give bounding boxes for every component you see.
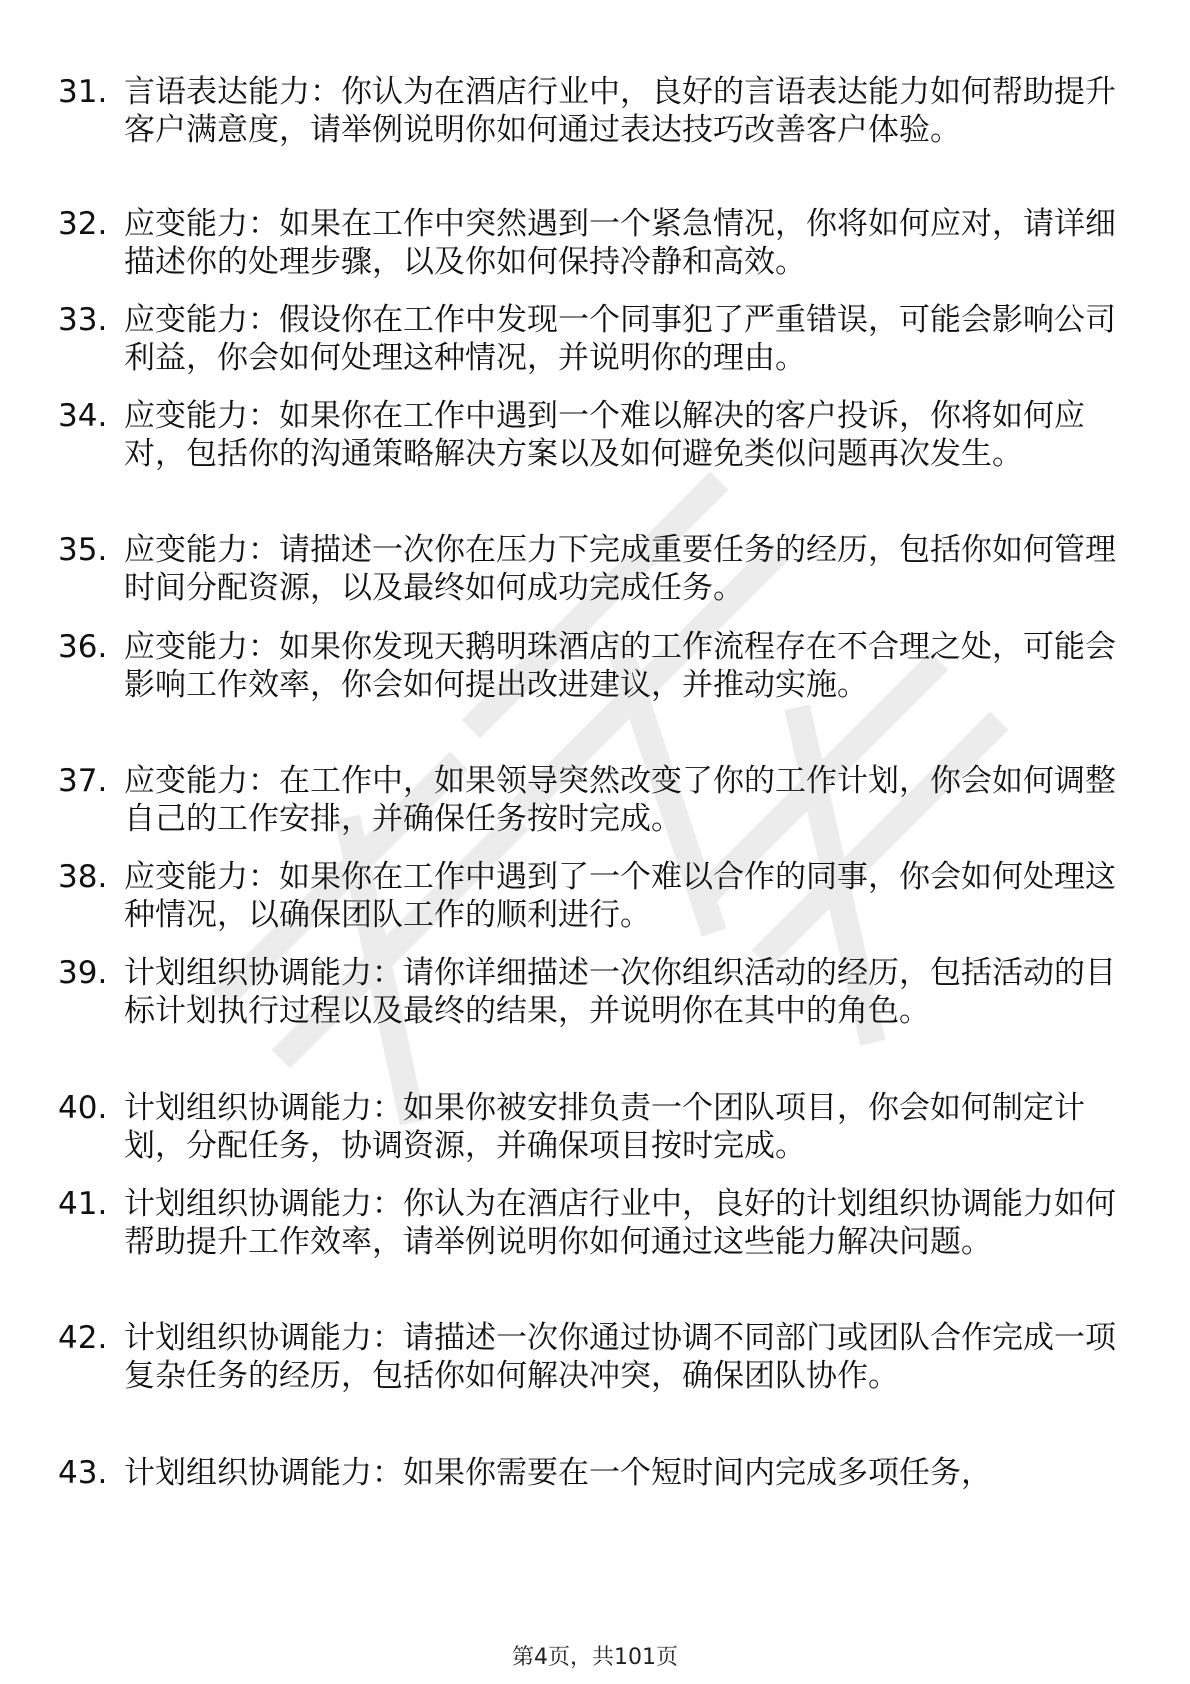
question-item-34 — [58, 397, 1118, 473]
question-number: 33. — [58, 302, 108, 338]
question-item-35 — [58, 531, 1118, 607]
question-item-37 — [58, 762, 1118, 838]
question-number: 41. — [58, 1186, 108, 1222]
question-item-43 — [58, 1454, 1118, 1492]
question-number: 42. — [58, 1320, 108, 1356]
question-item-38 — [58, 858, 1118, 934]
question-item-39 — [58, 954, 1118, 1030]
question-item-31 — [58, 73, 1118, 149]
question-item-33 — [58, 301, 1118, 377]
question-number: 32. — [58, 206, 108, 242]
question-text: 计划组织协调能力：如果你被安排负责一个团队项目，你会如何制定计划，分配任务，协调资源，并确保项目按时完成。 — [124, 1090, 1085, 1164]
question-text: 应变能力：在工作中，如果领导突然改变了你的工作计划，你会如何调整自己的工作安排，并确保任务按时完成。 — [124, 763, 1116, 837]
page-footer — [0, 1640, 1190, 1671]
question-number: 35. — [58, 532, 108, 568]
question-item-36 — [58, 628, 1118, 704]
question-text: 计划组织协调能力：你认为在酒店行业中，良好的计划组织协调能力如何帮助提升工作效率，请举例说明你如何通过这些能力解决问题。 — [124, 1186, 1116, 1260]
question-number: 31. — [58, 74, 108, 110]
question-text: 应变能力：请描述一次你在压力下完成重要任务的经历，包括你如何管理时间分配资源，以及最终如何成功完成任务。 — [124, 532, 1116, 606]
question-number: 38. — [58, 859, 108, 895]
page-number-label: 第4页，共101页 — [512, 1645, 678, 1670]
question-text: 应变能力：如果在工作中突然遇到一个紧急情况，你将如何应对，请详细描述你的处理步骤，以及你如何保持冷静和高效。 — [124, 206, 1116, 280]
question-text: 应变能力：如果你发现天鹅明珠酒店的工作流程存在不合理之处，可能会影响工作效率，你会如何提出改进建议，并推动实施。 — [124, 629, 1116, 703]
question-text: 应变能力：如果你在工作中遇到了一个难以合作的同事，你会如何处理这种情况，以确保团队工作的顺利进行。 — [124, 859, 1116, 933]
question-text: 计划组织协调能力：请描述一次你通过协调不同部门或团队合作完成一项复杂任务的经历，包括你如何解决冲突，确保团队协作。 — [124, 1320, 1116, 1394]
question-text: 计划组织协调能力：请你详细描述一次你组织活动的经历，包括活动的目标计划执行过程以及最终的结果，并说明你在其中的角色。 — [124, 955, 1116, 1029]
question-number: 34. — [58, 398, 108, 434]
question-text: 应变能力：假设你在工作中发现一个同事犯了严重错误，可能会影响公司利益，你会如何处理这种情况，并说明你的理由。 — [124, 302, 1116, 376]
question-item-40 — [58, 1089, 1118, 1165]
question-item-42 — [58, 1319, 1118, 1395]
question-text: 言语表达能力：你认为在酒店行业中，良好的言语表达能力如何帮助提升客户满意度，请举例说明你如何通过表达技巧改善客户体验。 — [124, 74, 1116, 148]
question-text: 应变能力：如果你在工作中遇到一个难以解决的客户投诉，你将如何应对，包括你的沟通策略解决方案以及如何避免类似问题再次发生。 — [124, 398, 1085, 472]
question-number: 39. — [58, 955, 108, 991]
question-number: 43. — [58, 1455, 108, 1491]
question-item-32 — [58, 205, 1118, 281]
question-item-41 — [58, 1185, 1118, 1261]
question-text: 计划组织协调能力：如果你需要在一个短时间内完成多项任务， — [124, 1455, 992, 1491]
question-number: 36. — [58, 629, 108, 665]
question-number: 40. — [58, 1090, 108, 1126]
question-number: 37. — [58, 763, 108, 799]
